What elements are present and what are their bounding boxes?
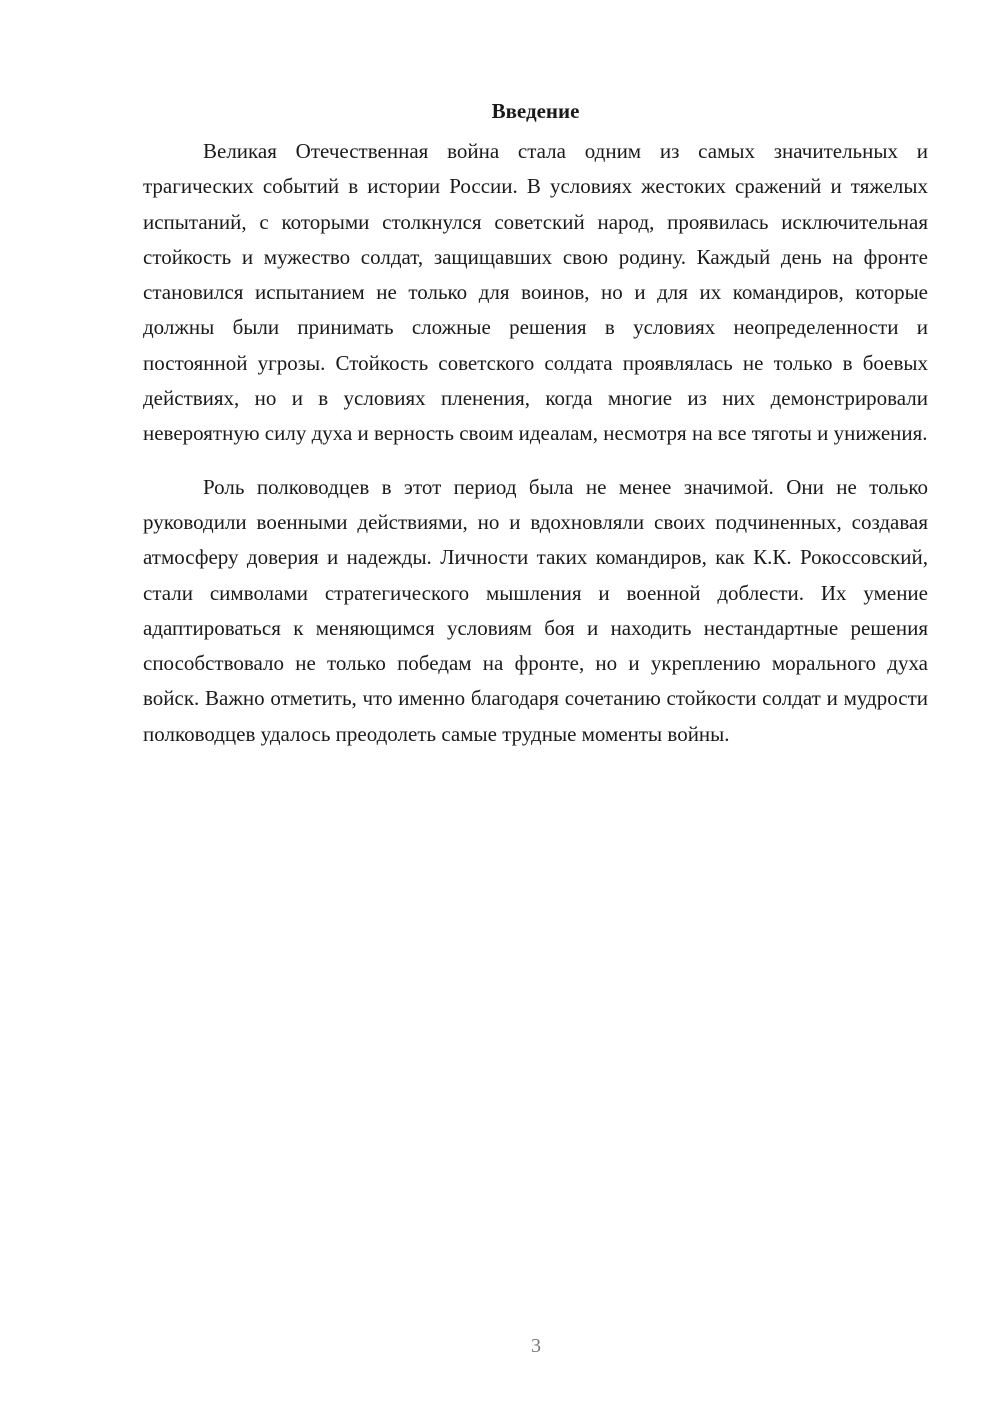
page-content (143, 96, 928, 752)
page-number: 3 (531, 1335, 541, 1357)
paragraph-1: Великая Отечественная война стала одним из самых значительных и трагических событий в истории России. В условиях жестоких сражений и тяжелых испытаний, с которыми столкнулся советский народ, проявилась исключительная стойкость и мужество солдат, защищавших свою родину. Каждый день на фронте становился испытанием не только для воинов, но и для их командиров, которые должны были принимать сложные решения в условиях неопределенности и постоянной угрозы. Стойкость советского солдата проявлялась не только в боевых действиях, но и в условиях пленения, когда многие из них демонстрировали невероятную силу духа и верность своим идеалам, несмотря на все тяготы и унижения. (143, 139, 928, 446)
section-heading: Введение (491, 99, 580, 123)
paragraph-2: Роль полководцев в этот период была не менее значимой. Они не только руководили военными действиями, но и вдохновляли своих подчиненных, создавая атмосферу доверия и надежды. Личности таких командиров, как К.К. Рокоссовский, стали символами стратегического мышления и военной доблести. Их умение адаптироваться к меняющимся условиям боя и находить нестандартные решения способствовало не только победам на фронте, но и укреплению морального духа войск. Важно отметить, что именно благодаря сочетанию стойкости солдат и мудрости полководцев удалось преодолеть самые трудные моменты войны. (143, 474, 928, 746)
